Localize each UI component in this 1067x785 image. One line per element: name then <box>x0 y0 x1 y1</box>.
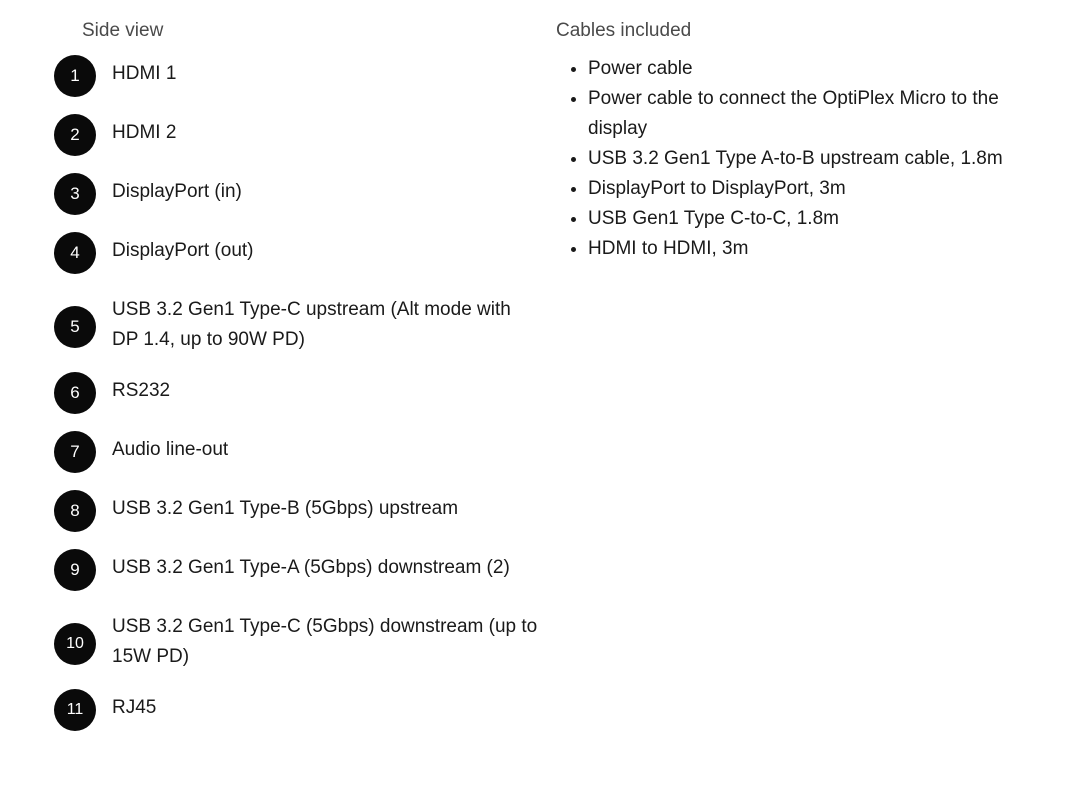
port-number-badge: 8 <box>54 490 96 532</box>
port-label: RS232 <box>112 380 171 401</box>
port-number-badge: 3 <box>54 173 96 215</box>
list-item <box>54 489 544 532</box>
list-item: • Power cable <box>588 54 1016 84</box>
port-number-badge: 11 <box>54 689 96 731</box>
port-label: HDMI 1 <box>112 63 177 84</box>
list-item <box>54 371 544 414</box>
port-number-badge: 1 <box>54 55 96 97</box>
list-item <box>54 54 544 97</box>
list-item <box>54 290 544 355</box>
list-item <box>54 231 544 274</box>
cables-list <box>556 54 1016 264</box>
port-number-badge: 7 <box>54 431 96 473</box>
side-view-section <box>54 18 544 747</box>
port-label: Audio line-out <box>112 439 229 460</box>
list-item: • USB 3.2 Gen1 Type A-to-B upstream cable, 1.8m <box>588 144 1016 174</box>
list-item <box>54 430 544 473</box>
port-label: USB 3.2 Gen1 Type-C (5Gbps) downstream (up to 15W PD) <box>112 616 538 667</box>
cables-included-section <box>556 18 1016 264</box>
list-item: • Power cable to connect the OptiPlex Micro to the display <box>588 84 1016 144</box>
port-number-badge: 9 <box>54 549 96 591</box>
port-number-badge: 6 <box>54 372 96 414</box>
list-item <box>54 607 544 672</box>
port-label: USB 3.2 Gen1 Type-B (5Gbps) upstream <box>112 498 459 519</box>
side-view-title: Side view <box>82 20 164 41</box>
port-number-badge: 4 <box>54 232 96 274</box>
cables-included-title: Cables included <box>556 20 692 41</box>
port-label: RJ45 <box>112 697 157 718</box>
list-item <box>54 172 544 215</box>
list-item: • DisplayPort to DisplayPort, 3m <box>588 174 1016 204</box>
list-item <box>54 113 544 156</box>
port-list <box>54 54 544 731</box>
port-number-badge: 2 <box>54 114 96 156</box>
port-number-badge: 5 <box>54 306 96 348</box>
port-label: DisplayPort (in) <box>112 181 242 202</box>
list-item: • HDMI to HDMI, 3m <box>588 234 1016 264</box>
list-item: • USB Gen1 Type C-to-C, 1.8m <box>588 204 1016 234</box>
port-label: HDMI 2 <box>112 122 177 143</box>
port-number-badge: 10 <box>54 623 96 665</box>
port-label: USB 3.2 Gen1 Type-A (5Gbps) downstream (2) <box>112 557 510 578</box>
port-label: USB 3.2 Gen1 Type-C upstream (Alt mode with DP 1.4, up to 90W PD) <box>112 299 511 350</box>
list-item <box>54 548 544 591</box>
port-label: DisplayPort (out) <box>112 240 254 261</box>
list-item <box>54 688 544 731</box>
